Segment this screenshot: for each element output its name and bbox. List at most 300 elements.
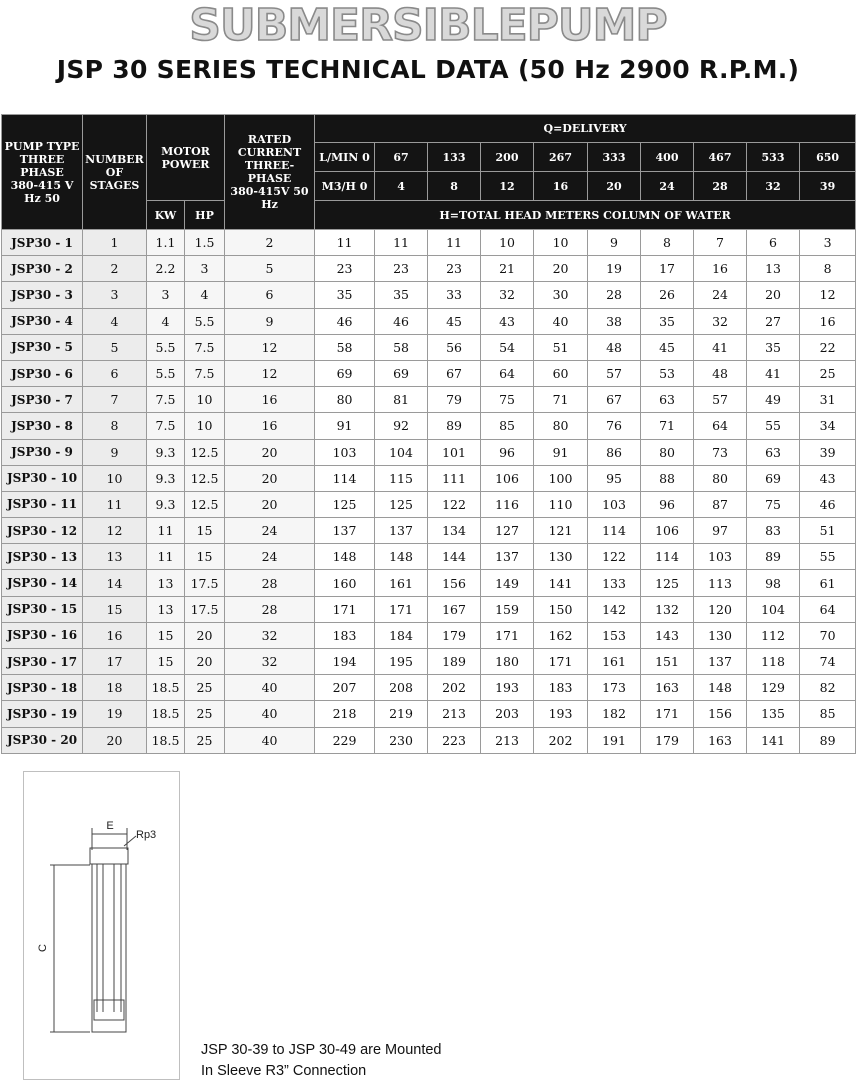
kw-cell: 11 xyxy=(147,544,185,570)
head-value-cell: 96 xyxy=(641,491,694,517)
head-value-cell: 20 xyxy=(747,282,800,308)
head-value-cell: 202 xyxy=(534,727,588,753)
hp-cell: 1.5 xyxy=(185,230,225,256)
hp-cell: 25 xyxy=(185,675,225,701)
kw-cell: 13 xyxy=(147,596,185,622)
hp-cell: 7.5 xyxy=(185,334,225,360)
pump-model-cell: JSP30 - 11 xyxy=(2,491,83,517)
head-value-cell: 167 xyxy=(428,596,481,622)
current-cell: 28 xyxy=(225,596,315,622)
pump-model-cell: JSP30 - 1 xyxy=(2,230,83,256)
head-value-cell: 75 xyxy=(747,491,800,517)
hp-cell: 25 xyxy=(185,727,225,753)
kw-cell: 5.5 xyxy=(147,360,185,386)
head-value-cell: 95 xyxy=(588,465,641,491)
head-value-cell: 213 xyxy=(428,701,481,727)
head-value-cell: 193 xyxy=(534,701,588,727)
head-value-cell: 67 xyxy=(428,360,481,386)
head-value-cell: 48 xyxy=(588,334,641,360)
head-value-cell: 223 xyxy=(428,727,481,753)
stages-cell: 6 xyxy=(83,360,147,386)
head-value-cell: 10 xyxy=(534,230,588,256)
technical-data-table xyxy=(1,114,856,754)
stages-cell: 17 xyxy=(83,649,147,675)
head-value-cell: 103 xyxy=(588,491,641,517)
head-value-cell: 46 xyxy=(315,308,375,334)
table-row xyxy=(2,413,856,439)
header-m3h-value: 16 xyxy=(534,172,588,201)
head-value-cell: 103 xyxy=(694,544,747,570)
pump-outline-svg xyxy=(24,772,179,1079)
stages-cell: 4 xyxy=(83,308,147,334)
head-value-cell: 110 xyxy=(534,491,588,517)
header-lmin-value: 467 xyxy=(694,143,747,172)
pump-model-cell: JSP30 - 6 xyxy=(2,360,83,386)
pump-model-cell: JSP30 - 10 xyxy=(2,465,83,491)
kw-cell: 18.5 xyxy=(147,701,185,727)
current-cell: 5 xyxy=(225,256,315,282)
table-row xyxy=(2,596,856,622)
current-cell: 40 xyxy=(225,727,315,753)
head-value-cell: 23 xyxy=(315,256,375,282)
kw-cell: 7.5 xyxy=(147,387,185,413)
head-value-cell: 46 xyxy=(375,308,428,334)
head-value-cell: 49 xyxy=(747,387,800,413)
table-row xyxy=(2,282,856,308)
kw-cell: 18.5 xyxy=(147,727,185,753)
head-value-cell: 137 xyxy=(375,518,428,544)
head-value-cell: 184 xyxy=(375,622,428,648)
head-value-cell: 28 xyxy=(588,282,641,308)
head-value-cell: 180 xyxy=(481,649,534,675)
head-value-cell: 125 xyxy=(315,491,375,517)
head-value-cell: 74 xyxy=(800,649,856,675)
stages-cell: 3 xyxy=(83,282,147,308)
header-hp: HP xyxy=(185,201,225,230)
head-value-cell: 230 xyxy=(375,727,428,753)
head-value-cell: 57 xyxy=(694,387,747,413)
stages-cell: 16 xyxy=(83,622,147,648)
kw-cell: 7.5 xyxy=(147,413,185,439)
head-value-cell: 132 xyxy=(641,596,694,622)
stages-cell: 15 xyxy=(83,596,147,622)
current-cell: 6 xyxy=(225,282,315,308)
head-value-cell: 133 xyxy=(588,570,641,596)
head-value-cell: 149 xyxy=(481,570,534,596)
header-m3h-value: 32 xyxy=(747,172,800,201)
header-lmin-value: 267 xyxy=(534,143,588,172)
head-value-cell: 218 xyxy=(315,701,375,727)
table-row xyxy=(2,518,856,544)
kw-cell: 9.3 xyxy=(147,439,185,465)
hp-cell: 12.5 xyxy=(185,465,225,491)
head-value-cell: 153 xyxy=(588,622,641,648)
head-value-cell: 127 xyxy=(481,518,534,544)
head-value-cell: 81 xyxy=(375,387,428,413)
header-lmin-value: 333 xyxy=(588,143,641,172)
head-value-cell: 13 xyxy=(747,256,800,282)
head-value-cell: 26 xyxy=(641,282,694,308)
kw-cell: 5.5 xyxy=(147,334,185,360)
head-value-cell: 162 xyxy=(534,622,588,648)
hp-cell: 17.5 xyxy=(185,570,225,596)
note-line-1: JSP 30-39 to JSP 30-49 are Mounted xyxy=(201,1042,442,1058)
head-value-cell: 57 xyxy=(588,360,641,386)
header-stages: NUMBER OF STAGES xyxy=(83,115,147,230)
head-value-cell: 63 xyxy=(641,387,694,413)
head-value-cell: 64 xyxy=(694,413,747,439)
head-value-cell: 96 xyxy=(481,439,534,465)
head-value-cell: 34 xyxy=(800,413,856,439)
header-rated-current: RATED CURRENT THREE-PHASE 380-415V 50 Hz xyxy=(225,115,315,230)
header-lmin-label: L/MIN 0 xyxy=(315,143,375,172)
header-m3h-value: 4 xyxy=(375,172,428,201)
head-value-cell: 45 xyxy=(428,308,481,334)
head-value-cell: 33 xyxy=(428,282,481,308)
dimension-rp-label: Rp3 xyxy=(136,829,157,841)
head-value-cell: 41 xyxy=(747,360,800,386)
page-subtitle: JSP 30 SERIES TECHNICAL DATA (50 Hz 2900 R.P.M.) xyxy=(56,55,800,84)
head-value-cell: 60 xyxy=(534,360,588,386)
head-value-cell: 91 xyxy=(534,439,588,465)
stages-cell: 7 xyxy=(83,387,147,413)
head-value-cell: 144 xyxy=(428,544,481,570)
kw-cell: 18.5 xyxy=(147,675,185,701)
head-value-cell: 54 xyxy=(481,334,534,360)
head-value-cell: 98 xyxy=(747,570,800,596)
head-value-cell: 45 xyxy=(641,334,694,360)
kw-cell: 9.3 xyxy=(147,491,185,517)
head-value-cell: 3 xyxy=(800,230,856,256)
head-value-cell: 103 xyxy=(315,439,375,465)
head-value-cell: 111 xyxy=(428,465,481,491)
head-value-cell: 76 xyxy=(588,413,641,439)
head-value-cell: 120 xyxy=(694,596,747,622)
pump-model-cell: JSP30 - 5 xyxy=(2,334,83,360)
head-value-cell: 11 xyxy=(428,230,481,256)
head-value-cell: 16 xyxy=(800,308,856,334)
head-value-cell: 58 xyxy=(315,334,375,360)
pump-model-cell: JSP30 - 13 xyxy=(2,544,83,570)
table-body xyxy=(2,230,856,754)
current-cell: 32 xyxy=(225,649,315,675)
hp-cell: 10 xyxy=(185,387,225,413)
head-value-cell: 203 xyxy=(481,701,534,727)
head-value-cell: 55 xyxy=(800,544,856,570)
head-value-cell: 32 xyxy=(481,282,534,308)
current-cell: 20 xyxy=(225,491,315,517)
current-cell: 40 xyxy=(225,675,315,701)
header-delivery: Q=DELIVERY xyxy=(315,115,856,143)
kw-cell: 13 xyxy=(147,570,185,596)
pump-model-cell: JSP30 - 3 xyxy=(2,282,83,308)
head-value-cell: 43 xyxy=(481,308,534,334)
stages-cell: 12 xyxy=(83,518,147,544)
head-value-cell: 67 xyxy=(588,387,641,413)
kw-cell: 15 xyxy=(147,622,185,648)
table-row xyxy=(2,465,856,491)
kw-cell: 11 xyxy=(147,518,185,544)
head-value-cell: 122 xyxy=(588,544,641,570)
head-value-cell: 113 xyxy=(694,570,747,596)
head-value-cell: 97 xyxy=(694,518,747,544)
head-value-cell: 207 xyxy=(315,675,375,701)
head-value-cell: 104 xyxy=(375,439,428,465)
head-value-cell: 24 xyxy=(694,282,747,308)
head-value-cell: 171 xyxy=(315,596,375,622)
head-value-cell: 161 xyxy=(375,570,428,596)
head-value-cell: 69 xyxy=(315,360,375,386)
stages-cell: 11 xyxy=(83,491,147,517)
pump-model-cell: JSP30 - 4 xyxy=(2,308,83,334)
head-value-cell: 61 xyxy=(800,570,856,596)
current-cell: 20 xyxy=(225,465,315,491)
current-cell: 9 xyxy=(225,308,315,334)
head-value-cell: 71 xyxy=(641,413,694,439)
hp-cell: 15 xyxy=(185,544,225,570)
table-row xyxy=(2,649,856,675)
head-value-cell: 85 xyxy=(800,701,856,727)
head-value-cell: 83 xyxy=(747,518,800,544)
head-value-cell: 114 xyxy=(641,544,694,570)
head-value-cell: 130 xyxy=(534,544,588,570)
head-value-cell: 182 xyxy=(588,701,641,727)
current-cell: 16 xyxy=(225,387,315,413)
table-row xyxy=(2,360,856,386)
hp-cell: 15 xyxy=(185,518,225,544)
head-value-cell: 9 xyxy=(588,230,641,256)
head-value-cell: 86 xyxy=(588,439,641,465)
head-value-cell: 161 xyxy=(588,649,641,675)
head-value-cell: 163 xyxy=(641,675,694,701)
head-value-cell: 142 xyxy=(588,596,641,622)
head-value-cell: 55 xyxy=(747,413,800,439)
head-value-cell: 31 xyxy=(800,387,856,413)
head-value-cell: 114 xyxy=(588,518,641,544)
pump-model-cell: JSP30 - 17 xyxy=(2,649,83,675)
head-value-cell: 193 xyxy=(481,675,534,701)
head-value-cell: 16 xyxy=(694,256,747,282)
current-cell: 24 xyxy=(225,544,315,570)
head-value-cell: 80 xyxy=(641,439,694,465)
pump-model-cell: JSP30 - 18 xyxy=(2,675,83,701)
header-m3h-value: 20 xyxy=(588,172,641,201)
stages-cell: 20 xyxy=(83,727,147,753)
head-value-cell: 19 xyxy=(588,256,641,282)
current-cell: 32 xyxy=(225,622,315,648)
head-value-cell: 115 xyxy=(375,465,428,491)
head-value-cell: 194 xyxy=(315,649,375,675)
head-value-cell: 56 xyxy=(428,334,481,360)
head-value-cell: 80 xyxy=(694,465,747,491)
table-row xyxy=(2,256,856,282)
header-lmin-value: 200 xyxy=(481,143,534,172)
pump-model-cell: JSP30 - 19 xyxy=(2,701,83,727)
head-value-cell: 41 xyxy=(694,334,747,360)
head-value-cell: 8 xyxy=(641,230,694,256)
dimension-c-label: C xyxy=(37,944,49,952)
pump-model-cell: JSP30 - 9 xyxy=(2,439,83,465)
header-lmin-value: 400 xyxy=(641,143,694,172)
head-value-cell: 171 xyxy=(641,701,694,727)
table-row xyxy=(2,334,856,360)
brand-title: SUBMERSIBLEPUMP xyxy=(189,0,667,51)
head-value-cell: 39 xyxy=(800,439,856,465)
head-value-cell: 92 xyxy=(375,413,428,439)
current-cell: 2 xyxy=(225,230,315,256)
pump-model-cell: JSP30 - 12 xyxy=(2,518,83,544)
header-m3h-label: M3/H 0 xyxy=(315,172,375,201)
head-value-cell: 173 xyxy=(588,675,641,701)
pump-dimension-drawing xyxy=(23,771,180,1080)
head-value-cell: 148 xyxy=(694,675,747,701)
head-value-cell: 130 xyxy=(694,622,747,648)
head-value-cell: 25 xyxy=(800,360,856,386)
head-value-cell: 160 xyxy=(315,570,375,596)
hp-cell: 12.5 xyxy=(185,439,225,465)
stages-cell: 2 xyxy=(83,256,147,282)
head-value-cell: 171 xyxy=(481,622,534,648)
head-value-cell: 114 xyxy=(315,465,375,491)
head-value-cell: 208 xyxy=(375,675,428,701)
hp-cell: 20 xyxy=(185,622,225,648)
table-row xyxy=(2,439,856,465)
head-value-cell: 118 xyxy=(747,649,800,675)
dimension-e-label: E xyxy=(106,820,114,832)
header-m3h-value: 39 xyxy=(800,172,856,201)
head-value-cell: 80 xyxy=(534,413,588,439)
head-value-cell: 183 xyxy=(315,622,375,648)
head-value-cell: 125 xyxy=(641,570,694,596)
header-lmin-value: 650 xyxy=(800,143,856,172)
pump-model-cell: JSP30 - 20 xyxy=(2,727,83,753)
header-m3h-value: 28 xyxy=(694,172,747,201)
table-row xyxy=(2,622,856,648)
head-value-cell: 148 xyxy=(315,544,375,570)
header-lmin-value: 67 xyxy=(375,143,428,172)
head-value-cell: 40 xyxy=(534,308,588,334)
pump-model-cell: JSP30 - 15 xyxy=(2,596,83,622)
head-value-cell: 106 xyxy=(481,465,534,491)
header-kw: KW xyxy=(147,201,185,230)
stages-cell: 18 xyxy=(83,675,147,701)
head-value-cell: 58 xyxy=(375,334,428,360)
head-value-cell: 189 xyxy=(428,649,481,675)
current-cell: 40 xyxy=(225,701,315,727)
head-value-cell: 151 xyxy=(641,649,694,675)
head-value-cell: 35 xyxy=(641,308,694,334)
current-cell: 12 xyxy=(225,334,315,360)
head-value-cell: 122 xyxy=(428,491,481,517)
note-line-2: In Sleeve R3” Connection xyxy=(201,1063,367,1079)
head-value-cell: 69 xyxy=(747,465,800,491)
head-value-cell: 32 xyxy=(694,308,747,334)
head-value-cell: 89 xyxy=(800,727,856,753)
head-value-cell: 21 xyxy=(481,256,534,282)
head-value-cell: 11 xyxy=(375,230,428,256)
head-value-cell: 116 xyxy=(481,491,534,517)
head-value-cell: 143 xyxy=(641,622,694,648)
head-value-cell: 85 xyxy=(481,413,534,439)
hp-cell: 12.5 xyxy=(185,491,225,517)
head-value-cell: 213 xyxy=(481,727,534,753)
head-value-cell: 69 xyxy=(375,360,428,386)
head-value-cell: 43 xyxy=(800,465,856,491)
head-value-cell: 100 xyxy=(534,465,588,491)
kw-cell: 9.3 xyxy=(147,465,185,491)
hp-cell: 20 xyxy=(185,649,225,675)
head-value-cell: 82 xyxy=(800,675,856,701)
head-value-cell: 88 xyxy=(641,465,694,491)
head-value-cell: 91 xyxy=(315,413,375,439)
head-value-cell: 11 xyxy=(315,230,375,256)
head-value-cell: 30 xyxy=(534,282,588,308)
head-value-cell: 79 xyxy=(428,387,481,413)
table-row xyxy=(2,230,856,256)
pump-model-cell: JSP30 - 16 xyxy=(2,622,83,648)
header-lmin-value: 533 xyxy=(747,143,800,172)
header-pump-type: PUMP TYPE THREE PHASE 380-415 V Hz 50 xyxy=(2,115,83,230)
head-value-cell: 141 xyxy=(534,570,588,596)
head-value-cell: 125 xyxy=(375,491,428,517)
header-m3h-value: 12 xyxy=(481,172,534,201)
head-value-cell: 12 xyxy=(800,282,856,308)
head-value-cell: 179 xyxy=(428,622,481,648)
header-lmin-value: 133 xyxy=(428,143,481,172)
head-value-cell: 63 xyxy=(747,439,800,465)
head-value-cell: 51 xyxy=(534,334,588,360)
kw-cell: 1.1 xyxy=(147,230,185,256)
header-m3h-value: 24 xyxy=(641,172,694,201)
current-cell: 20 xyxy=(225,439,315,465)
head-value-cell: 101 xyxy=(428,439,481,465)
head-value-cell: 71 xyxy=(534,387,588,413)
head-value-cell: 7 xyxy=(694,230,747,256)
head-value-cell: 121 xyxy=(534,518,588,544)
head-value-cell: 87 xyxy=(694,491,747,517)
hp-cell: 7.5 xyxy=(185,360,225,386)
hp-cell: 5.5 xyxy=(185,308,225,334)
stages-cell: 10 xyxy=(83,465,147,491)
hp-cell: 25 xyxy=(185,701,225,727)
head-value-cell: 129 xyxy=(747,675,800,701)
stages-cell: 19 xyxy=(83,701,147,727)
pump-model-cell: JSP30 - 8 xyxy=(2,413,83,439)
head-value-cell: 135 xyxy=(747,701,800,727)
head-value-cell: 195 xyxy=(375,649,428,675)
head-value-cell: 75 xyxy=(481,387,534,413)
head-value-cell: 137 xyxy=(694,649,747,675)
head-value-cell: 8 xyxy=(800,256,856,282)
head-value-cell: 51 xyxy=(800,518,856,544)
hp-cell: 10 xyxy=(185,413,225,439)
current-cell: 12 xyxy=(225,360,315,386)
table-row xyxy=(2,491,856,517)
hp-cell: 17.5 xyxy=(185,596,225,622)
head-value-cell: 141 xyxy=(747,727,800,753)
head-value-cell: 150 xyxy=(534,596,588,622)
hp-cell: 3 xyxy=(185,256,225,282)
head-value-cell: 89 xyxy=(747,544,800,570)
head-value-cell: 80 xyxy=(315,387,375,413)
table-row xyxy=(2,675,856,701)
head-value-cell: 35 xyxy=(747,334,800,360)
head-value-cell: 64 xyxy=(800,596,856,622)
header-motor-power: MOTOR POWER xyxy=(147,115,225,201)
head-value-cell: 112 xyxy=(747,622,800,648)
head-value-cell: 134 xyxy=(428,518,481,544)
stages-cell: 8 xyxy=(83,413,147,439)
